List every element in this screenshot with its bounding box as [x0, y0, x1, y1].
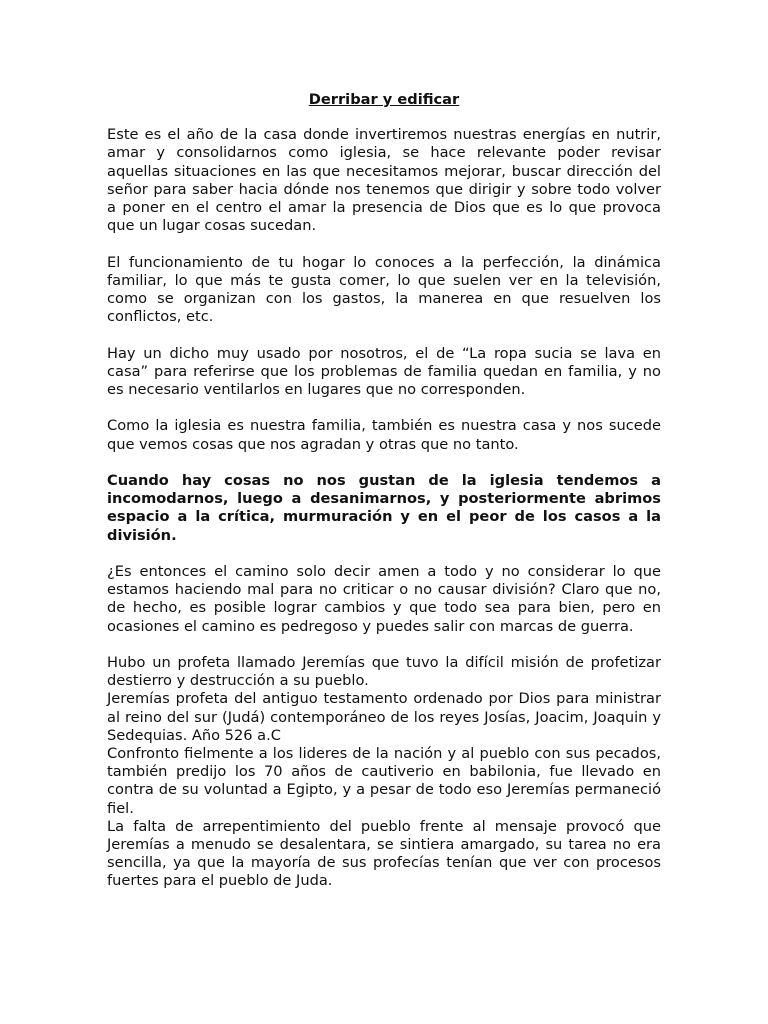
document-page: [107, 91, 661, 891]
paragraph-5-bold: Cuando hay cosas no nos gustan de la iglesia tendemos a incomodarnos, luego a desanimarnos, y posteriormente abrimos espacio a la crítica, murmuración y en el peor de los casos a la división.: [107, 472, 661, 544]
paragraph-1: Este es el año de la casa donde invertiremos nuestras energías en nutrir, amar y consolidarnos como iglesia, se hace relevante poder revisar aquellas situaciones en las que necesitamos mejorar, buscar dirección del señor para saber hacia dónde nos tenemos que dirigir y sobre todo volver a poner en el centro el amar la presencia de Dios que es lo que provoca que un lugar cosas sucedan.: [107, 126, 661, 235]
paragraph-7: Hubo un profeta llamado Jeremías que tuvo la difícil misión de profetizar destierro y destrucción a su pueblo.: [107, 654, 661, 690]
paragraph-2: El funcionamiento de tu hogar lo conoces a la perfección, la dinámica familiar, lo que más te gusta comer, lo que suelen ver en la televisión, como se organizan con los gastos, la manerea en que resuelven los conflictos, etc.: [107, 253, 661, 326]
paragraph-3: Hay un dicho muy usado por nosotros, el de “La ropa sucia se lava en casa” para referirse que los problemas de familia quedan en familia, y no es necesario ventilarlos en lugares que no corresponden.: [107, 344, 661, 399]
document-title: Derribar y edificar: [308, 91, 460, 108]
paragraph-4: Como la iglesia es nuestra familia, también es nuestra casa y nos sucede que vemos cosas que nos agradan y otras que no tanto.: [107, 417, 661, 453]
paragraph-6: ¿Es entonces el camino solo decir amen a todo y no considerar lo que estamos haciendo mal para no criticar o no causar división? Claro que no, de hecho, es posible lograr cambios y que todo sea para bien, pero en ocasiones el camino es pedregoso y puedes salir con marcas de guerra.: [107, 563, 661, 635]
paragraph-10: La falta de arrepentimiento del pueblo frente al mensaje provocó que Jeremías a menudo se desalentara, se sintiera amargado, su tarea no era sencilla, ya que la mayoría de sus profecías tenían que ver con procesos fuertes para el pueblo de Juda.: [107, 817, 661, 890]
paragraph-9: Confronto fielmente a los lideres de la nación y al pueblo con sus pecados, también predijo los 70 años de cautiverio en babilonia, fue llevado en contra de su voluntad a Egipto, y a pesar de todo eso Jeremías permaneció fiel.: [107, 745, 661, 817]
paragraph-8: Jeremías profeta del antiguo testamento ordenado por Dios para ministrar al reino del sur (Judá) contemporáneo de los reyes Josías, Joacim, Joaquin y Sedequias. Año 526 a.C: [107, 690, 661, 744]
